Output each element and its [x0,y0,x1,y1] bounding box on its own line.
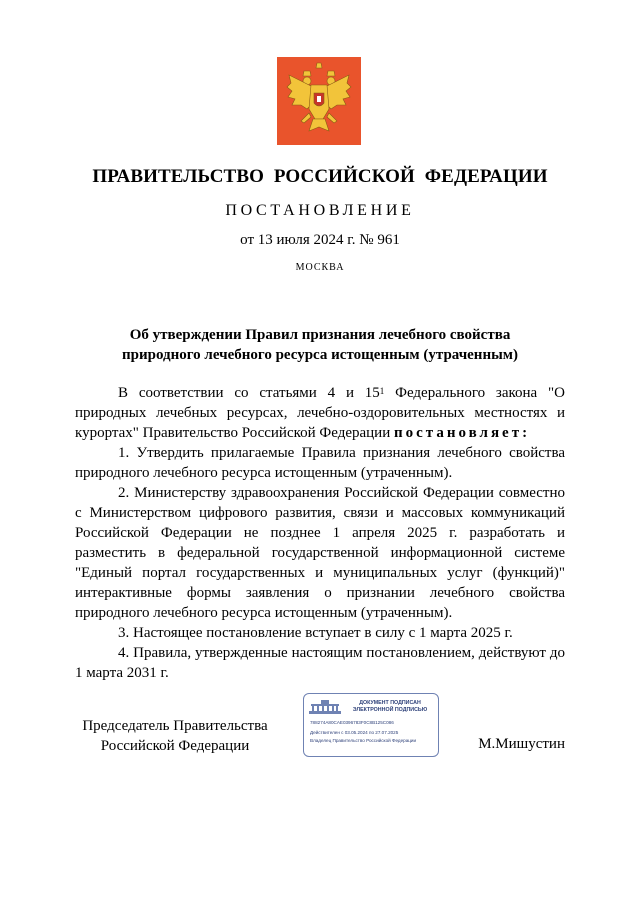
paragraph-item-3: 3. Настоящее постановление вступает в силу с 1 марта 2025 г. [118,625,513,641]
document-type: ПОСТАНОВЛЕНИЕ [225,202,415,219]
certificate-number: 788274A80CAE0396783F0C8B125C086 [310,720,394,725]
subject-line: природного лечебного ресурса истощенным (утраченным) [121,347,519,363]
role-line: Председатель Правительства [82,718,268,734]
document-number: 961 [377,232,400,248]
signatory-role [75,716,275,756]
document-body [75,383,565,683]
subject-line: Об утверждении Правил признания лечебного свойства [129,327,511,343]
paragraph-item-2: 2. Министерству здравоохранения Российской Федерации совместно с Министерством цифрового развития, связи и массовых коммуникаций Российской Федерации не позднее 1 апреля 2025 г. разработать и разместить в федеральной государственной информационной системе "Единый портал государственных и муниципальных услуг (функций)" интерактивные формы заявления о признании лечебного свойства природного лечебного ресурса истощенным (утраченным). [75,485,565,621]
preamble-text: Федерального закона "О природных лечебных ресурсах, лечебно-оздоровительных местностях и курортах" Правительство Российской Федерации [75,385,565,441]
certificate-validity: Действителен с 03.05.2024 по 27.07.2025 [310,730,399,735]
document-subject [0,325,640,365]
date-prefix: от [240,232,255,248]
electronic-signature-stamp [303,693,439,757]
preamble-paragraph [75,383,565,443]
date-number-line [0,232,640,249]
double-headed-eagle-icon [277,57,361,145]
government-title: ПРАВИТЕЛЬСТВО РОССИЙСКОЙ ФЕДЕРАЦИИ [92,166,548,187]
number-sign: № [359,232,374,248]
paragraph-item-4: 4. Правила, утвержденные настоящим постановлением, действуют до 1 марта 2031 г. [75,645,565,681]
role-line: Российской Федерации [100,738,250,754]
certificate-owner: Владелец Правительство Российской Федерации [310,738,417,743]
preamble-text: В соответствии со статьями 4 и 15 [118,385,380,401]
article-superscript: 1 [379,386,385,396]
signatory-name: М.Мишустин [478,736,565,752]
city: МОСКВА [295,262,345,273]
stamp-heading-line: ЭЛЕКТРОННОЙ ПОДПИСЬЮ [352,706,428,713]
coat-of-arms-emblem [277,57,361,145]
paragraph-item-1: 1. Утвердить прилагаемые Правила признания лечебного свойства природного лечебного ресурса истощенным (утраченным). [75,445,565,481]
document-date: 13 июля 2024 г. [257,232,356,248]
stamp-heading [346,700,434,713]
stamp-heading-line: ДОКУМЕНТ ПОДПИСАН [359,700,421,706]
building-icon [309,700,341,714]
decree-word: постановляет: [394,425,531,441]
